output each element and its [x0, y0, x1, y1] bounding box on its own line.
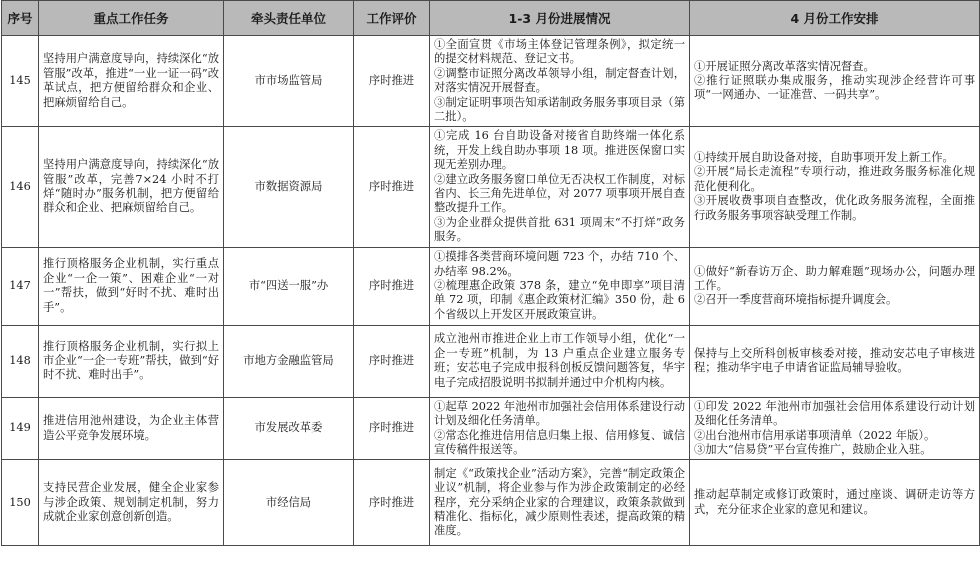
row-number: 146: [2, 127, 39, 247]
table-row: [2, 397, 980, 460]
unit-cell: 市市场监管局: [224, 36, 354, 127]
header-progress: 1-3 月份进展情况: [430, 1, 690, 36]
progress-cell: [430, 247, 690, 325]
plan-item: ①开展证照分离改革落实情况督查。: [694, 59, 875, 73]
plan-cell: [690, 397, 980, 460]
header-plan: 4 月份工作安排: [690, 1, 980, 36]
evaluation-cell: 序时推进: [354, 460, 430, 546]
progress-item: ①起草 2022 年池州市加强社会信用体系建设行动计划及细化任务清单。: [434, 399, 685, 428]
progress-item: 成立池州市推进企业上市工作领导小组，优化“一企一专班”机制，为 13 户重点企业建立服务专班；安芯电子完成申报科创板反馈问题答复，华宇电子完成招股说明书拟制并通过中介机构内核。: [434, 332, 685, 389]
plan-item: ②推行证照联办集成服务，推动实现涉企经营许可事项“一网通办、一证准营、一码共享”。: [694, 74, 975, 102]
table-header-row: [2, 1, 980, 36]
plan-item: ③开展收费事项自查整改，优化政务服务流程，全面推行政务服务事项容缺受理工作制。: [694, 194, 975, 222]
row-number: 150: [2, 460, 39, 546]
table-row: [2, 460, 980, 546]
plan-item: ①持续开展自助设备对接，自助事项开发上新工作。: [694, 151, 954, 165]
table-row: [2, 247, 980, 325]
row-number: 148: [2, 325, 39, 397]
header-evaluation: 工作评价: [354, 1, 430, 36]
progress-item: ②常态化推进信用信息归集上报、信用修复、诚信宣传稿件报送等。: [434, 428, 685, 456]
progress-item: ②建立政务服务窗口单位无否决权工作制度，对标省内、长三角先进单位，对 2077 项事项开展自查整改提升工作。: [434, 172, 685, 215]
row-number: 145: [2, 36, 39, 127]
plan-cell: [690, 127, 980, 247]
unit-cell: 市地方金融监管局: [224, 325, 354, 397]
progress-item: 制定《“政策找企业”活动方案》，完善“制定政策企业议”机制，将企业参与作为涉企政策制定的必经程序，充分采纳企业家的合理建议，政策条款做到精准化、指标化，减少原则性表述，提高政策的精准度。: [434, 466, 685, 538]
plan-item: ②出台池州市信用承诺事项清单（2022 年版）。: [694, 428, 936, 442]
evaluation-cell: 序时推进: [354, 325, 430, 397]
plan-item: ①做好“新春访万企、助力解难题”现场办公，问题办理工作。: [694, 264, 975, 292]
row-number: 149: [2, 397, 39, 460]
plan-cell: [690, 247, 980, 325]
plan-item: ③加大“信易贷”平台宣传推广，鼓励企业入驻。: [694, 442, 932, 456]
table-row: [2, 325, 980, 397]
task-cell: 坚持用户满意度导向，持续深化“放管服”改革，推进“一业一证一码”改革试点，把方便留给群众和企业、把麻烦留给自己。: [39, 36, 224, 127]
progress-cell: [430, 460, 690, 546]
plan-item: ①印发 2022 年池州市加强社会信用体系建设行动计划及细化任务清单。: [694, 399, 975, 428]
header-unit: 牵头责任单位: [224, 1, 354, 36]
progress-item: ①完成 16 台自助设备对接省自助终端一体化系统，开发上线自助办事项 18 项。推进医保窗口实现无差别办理。: [434, 129, 685, 172]
progress-cell: [430, 325, 690, 397]
progress-cell: [430, 36, 690, 127]
task-cell: 支持民营企业发展，健全企业家参与涉企政策、规划制定机制，努力成就企业家创意创新创造。: [39, 460, 224, 546]
progress-item: ③制定证明事项告知承诺制政务服务事项目录（第二批）。: [434, 95, 685, 124]
unit-cell: 市发展改革委: [224, 397, 354, 460]
task-cell: 坚持用户满意度导向，持续深化“放管服”改革，完善7×24 小时不打烊“随时办”服务机制，把方便留给群众和企业、把麻烦留给自己。: [39, 127, 224, 247]
progress-item: ②调整市证照分离改革领导小组，制定督查计划，对落实情况开展督查。: [434, 66, 685, 95]
header-task: 重点工作任务: [39, 1, 224, 36]
evaluation-cell: 序时推进: [354, 397, 430, 460]
task-cell: 推行顶格服务企业机制，实行重点企业“一企一策”、困难企业“一对一”帮扶，做到“好时不扰、难时出手”。: [39, 247, 224, 325]
evaluation-cell: 序时推进: [354, 127, 430, 247]
table-row: [2, 127, 980, 247]
progress-item: ③为企业群众提供首批 631 项周末“不打烊”政务服务。: [434, 215, 685, 244]
plan-cell: [690, 325, 980, 397]
plan-item: 推动起草制定或修订政策时，通过座谈、调研走访等方式，充分征求企业家的意见和建议。: [694, 488, 975, 516]
plan-item: ②开展“局长走流程”专项行动，推进政务服务标准化规范化便利化。: [694, 165, 975, 193]
evaluation-cell: 序时推进: [354, 36, 430, 127]
row-number: 147: [2, 247, 39, 325]
task-cell: 推进信用池州建设，为企业主体营造公平竞争发展环境。: [39, 397, 224, 460]
progress-item: ②梳理惠企政策 378 条，建立“免申即享”项目清单 72 项，印制《惠企政策材汇编》350 份，赴 6 个省级以上开发区开展政策宣讲。: [434, 278, 685, 321]
unit-cell: 市“四送一服”办: [224, 247, 354, 325]
progress-cell: [430, 127, 690, 247]
progress-cell: [430, 397, 690, 460]
progress-item: ①全面宣贯《市场主体登记管理条例》，拟定统一的提交材料规范、登记文书。: [434, 38, 685, 66]
plan-cell: [690, 36, 980, 127]
plan-cell: [690, 460, 980, 546]
plan-item: ②召开一季度营商环境指标提升调度会。: [694, 293, 898, 307]
task-cell: 推行顶格服务企业机制，实行拟上市企业“一企一专班”帮扶，做到“好时不扰、难时出手”。: [39, 325, 224, 397]
progress-item: ①摸排各类营商环境问题 723 个，办结 710 个、办结率 98.2%。: [434, 250, 685, 278]
unit-cell: 市数据资源局: [224, 127, 354, 247]
task-table: [1, 0, 980, 546]
header-no: 序号: [2, 1, 39, 36]
plan-item: 保持与上交所科创板审核委对接，推动安芯电子审核进程；推动华宇电子申请省证监局辅导验收。: [694, 346, 975, 375]
table-row: [2, 36, 980, 127]
evaluation-cell: 序时推进: [354, 247, 430, 325]
unit-cell: 市经信局: [224, 460, 354, 546]
